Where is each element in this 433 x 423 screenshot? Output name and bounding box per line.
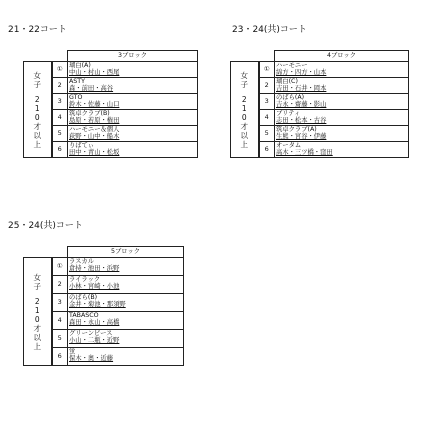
team-entry: [275, 78, 409, 94]
team-entry: [275, 142, 409, 158]
team-entry: [68, 348, 184, 366]
team-entry: [68, 126, 198, 142]
seed-number: ①: [259, 62, 275, 78]
seed-number: 3: [52, 294, 68, 312]
team-name: 筑卓クラブ(A): [276, 126, 317, 133]
team-entry: [68, 62, 198, 78]
seed-number: 6: [259, 142, 275, 158]
team-members: 小林・宮崎・小池: [69, 283, 120, 291]
team-entry: [68, 94, 198, 110]
team-name: 蛍: [69, 348, 76, 355]
team-entry: [68, 294, 184, 312]
team-entry: [275, 110, 409, 126]
seed-number: ①: [52, 258, 68, 276]
court-label: 25・24(共)コート: [8, 221, 83, 231]
team-members: 島原・若原・権田: [69, 117, 120, 125]
category-label: 女 子 2 1 0 才 以 上: [231, 62, 259, 158]
block-header: 5ブロック: [68, 247, 184, 258]
team-members: 荻野・山中・船木: [69, 133, 120, 141]
block-table: [23, 246, 184, 366]
block-header: 4ブロック: [275, 51, 409, 62]
team-entry: [275, 94, 409, 110]
team-entry: [275, 62, 409, 78]
seed-number: 5: [259, 126, 275, 142]
seed-number: 5: [52, 330, 68, 348]
seed-number: ①: [52, 62, 68, 78]
team-entry: [68, 312, 184, 330]
team-name: TABASCO: [69, 312, 99, 319]
seed-number: 6: [52, 142, 68, 158]
team-members: 吉田・石井・岡本: [276, 85, 327, 93]
team-entry: [275, 126, 409, 142]
team-name: ハーモニー＆個人: [69, 126, 120, 133]
team-name: ハーモニー: [276, 62, 308, 69]
team-name: 瑚白(A): [69, 62, 91, 69]
team-members: 森・前田・高谷: [69, 85, 114, 93]
team-members: 鈴木・佐藤・山口: [69, 101, 120, 109]
team-name: 瑚白(C): [276, 78, 298, 85]
team-entry: [68, 330, 184, 348]
team-name: のばら(A): [276, 94, 305, 101]
team-members: 生熊・宮谷・伊藤: [276, 133, 327, 141]
team-members: 中山・村山・西尾: [69, 69, 120, 77]
team-name: ASTY: [69, 78, 85, 85]
team-name: ライラック: [69, 276, 101, 283]
team-entry: [68, 78, 198, 94]
seed-number: 3: [259, 94, 275, 110]
team-entry: [68, 276, 184, 294]
court-label: 21・22コート: [8, 25, 67, 35]
team-name: りばてぃ: [69, 142, 95, 149]
team-name: のばら(B): [69, 294, 98, 301]
seed-number: 4: [52, 312, 68, 330]
team-entry: [68, 110, 198, 126]
team-members: 保木・奥・近藤: [69, 355, 114, 363]
category-label: 女 子 2 1 0 才 以 上: [24, 62, 52, 158]
team-members: 志田・松本・古谷: [276, 117, 327, 125]
team-members: 小山・二瓶・近野: [69, 337, 120, 345]
team-name: 筑卓クラブ(B): [69, 110, 110, 117]
team-name: ラスカル: [69, 258, 94, 265]
seed-number: 2: [52, 78, 68, 94]
court-label: 23・24(共)コート: [232, 25, 307, 35]
seed-number: 5: [52, 126, 68, 142]
block-header: 3ブロック: [68, 51, 198, 62]
block-table: [23, 50, 198, 158]
seed-number: 2: [259, 78, 275, 94]
team-members: 高木・三ツ橋・窪田: [276, 149, 333, 157]
team-members: 綿方・四方・山本: [276, 69, 327, 77]
team-members: 田中・青山・松坂: [69, 149, 120, 157]
team-members: 森田・永山・高橋: [69, 319, 120, 327]
block-table: [230, 50, 409, 158]
team-name: ブリティ: [276, 110, 301, 117]
team-name: GTO: [69, 94, 83, 101]
seed-number: 2: [52, 276, 68, 294]
team-name: グリーンピース: [69, 330, 113, 337]
seed-number: 3: [52, 94, 68, 110]
team-name: オータム: [276, 142, 302, 149]
team-entry: [68, 258, 184, 276]
team-members: 吉永・齋藤・影山: [276, 101, 327, 109]
seed-number: 4: [259, 110, 275, 126]
team-entry: [68, 142, 198, 158]
category-label: 女 子 2 1 0 才 以 上: [24, 258, 52, 366]
team-members: 金井・菊池・那須野: [69, 301, 126, 309]
team-members: 倉持・池田・浜野: [69, 265, 120, 273]
seed-number: 6: [52, 348, 68, 366]
seed-number: 4: [52, 110, 68, 126]
